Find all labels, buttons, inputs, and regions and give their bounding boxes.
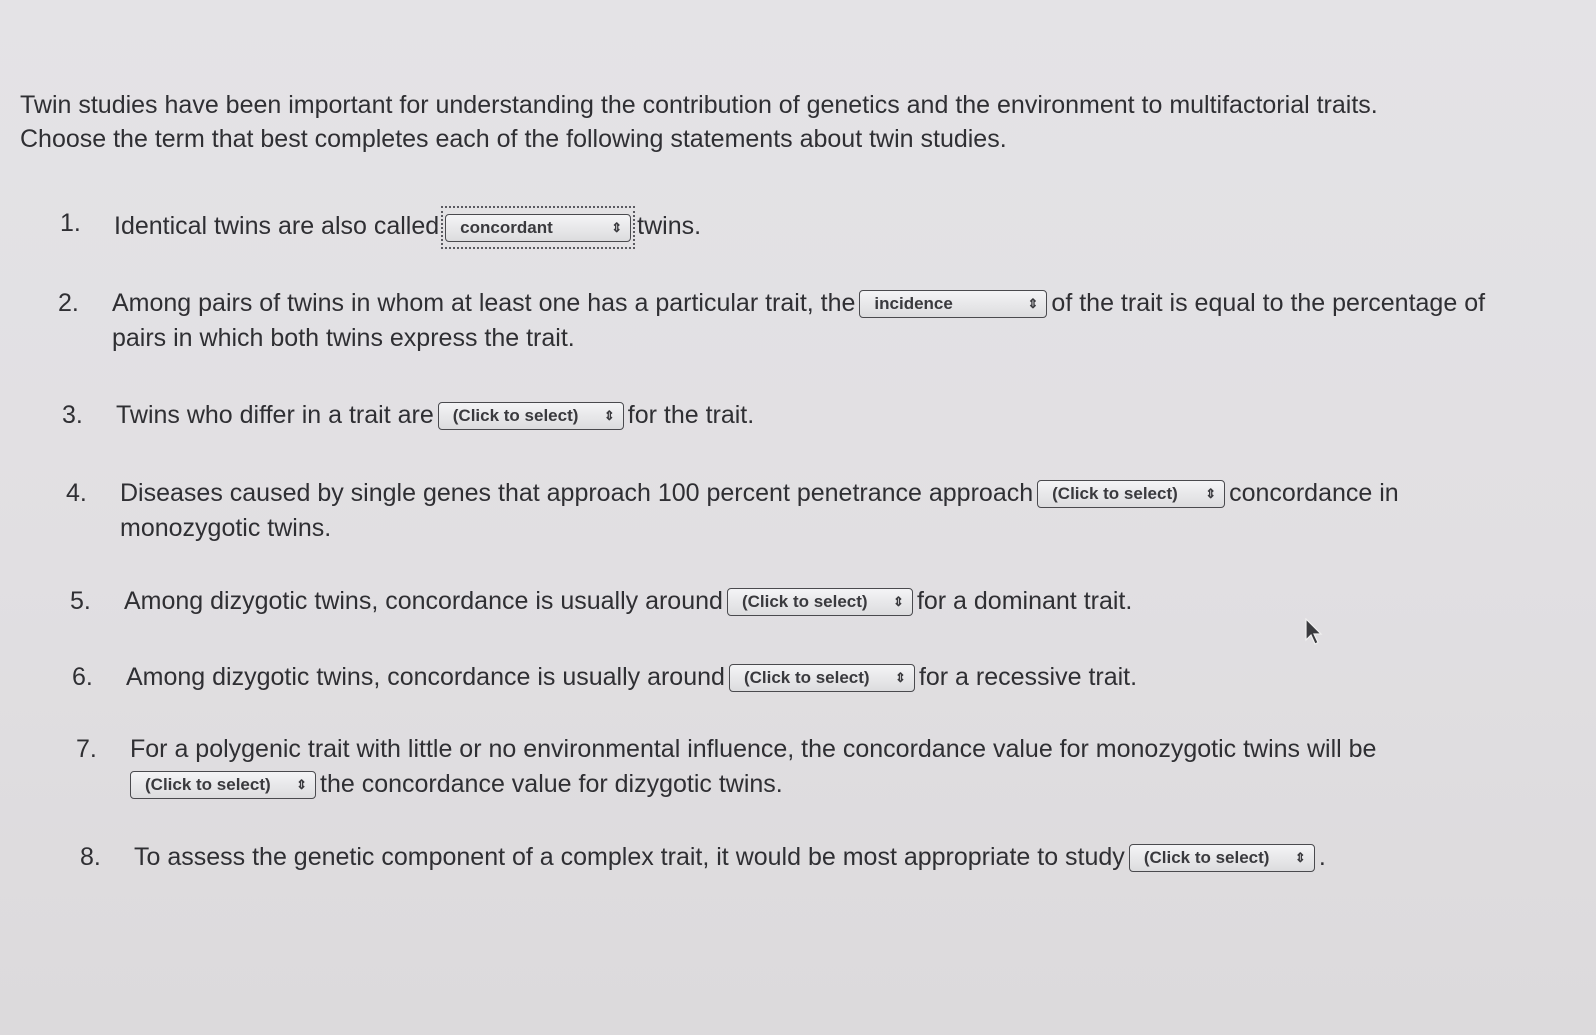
question-text-after: . bbox=[1318, 843, 1326, 871]
question-text-after: of the trait is equal to the percentage of bbox=[1051, 289, 1486, 317]
select-arrows-icon: ⇕ bbox=[296, 777, 307, 793]
question-8 bbox=[80, 840, 1560, 875]
answer-select-1[interactable] bbox=[445, 214, 631, 242]
answer-select-5[interactable] bbox=[727, 588, 913, 616]
question-text-after: for a dominant trait. bbox=[916, 587, 1133, 615]
select-arrows-icon: ⇕ bbox=[1205, 486, 1217, 502]
question-5 bbox=[70, 584, 1550, 619]
select-value: concordant bbox=[460, 218, 553, 238]
select-arrows-icon: ⇕ bbox=[611, 220, 623, 236]
question-number: 6. bbox=[72, 663, 93, 691]
question-text-before: Twins who differ in a trait are bbox=[116, 401, 434, 429]
question-number: 5. bbox=[70, 587, 91, 615]
select-value: (Click to select) bbox=[1052, 484, 1178, 504]
question-text-after: concordance in bbox=[1229, 479, 1399, 507]
answer-select-2[interactable] bbox=[859, 290, 1047, 318]
select-value: (Click to select) bbox=[452, 406, 579, 426]
question-text-before: For a polygenic trait with little or no environmental influence, the concordance value for monozygotic twins will be bbox=[130, 735, 1377, 763]
question-number: 1. bbox=[60, 209, 81, 237]
select-arrows-icon: ⇕ bbox=[1294, 850, 1306, 866]
question-text-before: Among pairs of twins in whom at least one has a particular trait, the bbox=[112, 289, 856, 317]
question-4 bbox=[66, 476, 1546, 546]
instructions-line-1: Twin studies have been important for understanding the contribution of genetics and the environment to multifactorial traits. bbox=[20, 91, 1378, 119]
select-arrows-icon: ⇕ bbox=[1027, 296, 1039, 312]
question-6 bbox=[72, 660, 1552, 695]
select-value: (Click to select) bbox=[145, 775, 271, 795]
question-text-line-2: pairs in which both twins express the trait. bbox=[112, 324, 575, 352]
question-3 bbox=[62, 398, 1542, 433]
question-7 bbox=[76, 732, 1556, 802]
question-text-after: for a recessive trait. bbox=[918, 663, 1138, 691]
instructions-line-2: Choose the term that best completes each of the following statements about twin studies. bbox=[20, 125, 1007, 153]
focus-outline bbox=[441, 206, 635, 249]
select-arrows-icon: ⇕ bbox=[895, 670, 906, 686]
answer-select-6[interactable] bbox=[729, 664, 915, 692]
question-text-before: Among dizygotic twins, concordance is usually around bbox=[126, 663, 725, 691]
select-arrows-icon: ⇕ bbox=[603, 408, 615, 424]
question-text-before: Identical twins are also called bbox=[114, 212, 440, 241]
question-text-before: Diseases caused by single genes that approach 100 percent penetrance approach bbox=[120, 479, 1034, 507]
question-number: 4. bbox=[66, 479, 87, 507]
answer-select-4[interactable] bbox=[1037, 480, 1225, 508]
select-value: (Click to select) bbox=[743, 668, 870, 688]
question-text-line-2: monozygotic twins. bbox=[120, 514, 332, 542]
select-value: incidence bbox=[874, 294, 953, 314]
question-text-after: twins. bbox=[637, 212, 702, 241]
question-number: 7. bbox=[76, 735, 97, 763]
question-1 bbox=[60, 206, 1540, 249]
question-text-after: the concordance value for dizygotic twins. bbox=[320, 770, 783, 798]
question-number: 8. bbox=[80, 843, 101, 871]
answer-select-7[interactable] bbox=[130, 771, 316, 799]
answer-select-3[interactable] bbox=[438, 402, 624, 430]
question-number: 3. bbox=[62, 401, 83, 429]
select-arrows-icon: ⇕ bbox=[893, 594, 904, 610]
mouse-pointer-icon bbox=[1304, 618, 1324, 646]
select-value: (Click to select) bbox=[1143, 848, 1270, 868]
instructions bbox=[20, 88, 1540, 156]
question-text-before: To assess the genetic component of a complex trait, it would be most appropriate to study bbox=[134, 843, 1125, 871]
question-number: 2. bbox=[58, 289, 79, 317]
question-2 bbox=[58, 286, 1588, 356]
question-text-before: Among dizygotic twins, concordance is usually around bbox=[124, 587, 723, 615]
answer-select-8[interactable] bbox=[1129, 844, 1315, 872]
select-value: (Click to select) bbox=[741, 592, 868, 612]
question-text-after: for the trait. bbox=[627, 401, 755, 429]
